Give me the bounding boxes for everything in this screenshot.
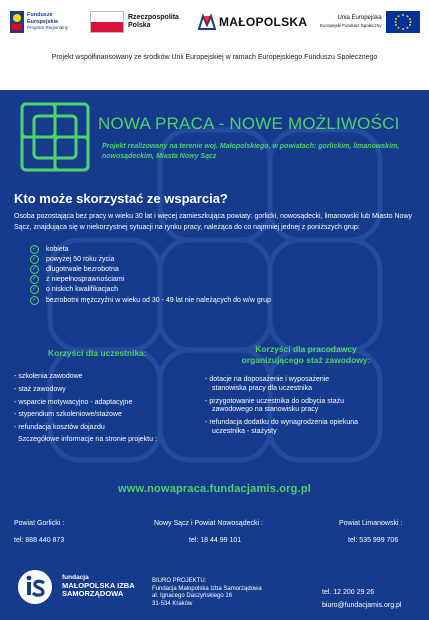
project-office (152, 578, 262, 608)
unia-europejska-logo (320, 8, 420, 36)
list-item (30, 275, 271, 285)
office-email[interactable]: biuro@fundacjamis.org.pl (322, 602, 402, 609)
benefit-label: staż zawodowy (18, 385, 66, 393)
criterion-label: o niskich kwalifikacjach (46, 286, 118, 294)
ue-line1: Unia Europejska (337, 15, 382, 21)
org-line3: SAMORZĄDOWA (62, 589, 124, 598)
participant-benefits-heading: Korzyści dla uczestnika: (48, 348, 147, 358)
office-line2: Fundacja Małopolska Izba Samorządowa (152, 585, 262, 592)
fe-line2: Europejskie (27, 18, 59, 25)
limanowa-phone[interactable]: tel: 535 999 706 (348, 537, 399, 544)
benefit-label: przygotowanie uczestnika do odbycia stażu (209, 397, 344, 405)
benefit-label-cont: uczestnika - stażysty (212, 427, 277, 435)
list-item: - stypendium szkoleniowe/stażowe (14, 411, 122, 419)
office-phone[interactable]: tel. 12 200 29 26 (322, 589, 375, 596)
list-item (30, 254, 271, 264)
office-line3: al. Ignacego Daszyńskiego 16 (152, 593, 233, 599)
participant-benefits-list (14, 373, 132, 437)
footer-contact (322, 586, 401, 612)
malopolska-text: MAŁOPOLSKA (219, 15, 308, 29)
malopolska-mark-icon (198, 13, 216, 31)
list-item (30, 244, 271, 254)
list-item (30, 295, 271, 305)
project-area-subtitle: Projekt realizowany na terenie woj. Małopolskiego, w powiatach: gorlickim, limanowskim, nowosądeckim, Miasta Nowy Sącz (102, 143, 400, 160)
nowy-sacz-label: Nowy Sącz i Powiat Nowosądecki : (154, 520, 263, 527)
project-logo-icon (22, 104, 88, 170)
list-item: - refundacja dodatku do wynagrodzenia opiekuna uczestnika - stażysty (205, 419, 405, 437)
check-icon: ✓ (31, 276, 38, 283)
employer-benefits-list (205, 376, 405, 441)
criterion-label: długotrwale bezrobotna (46, 265, 119, 273)
list-item (30, 285, 271, 295)
polish-flag-icon (90, 11, 124, 33)
benefit-label-cont: zawodowego na stanowisku pracy (212, 406, 319, 414)
benefit-label: refundacja dodatku do wynagrodzenia opiekuna (209, 419, 359, 427)
details-label: Szczegółowe informacje na stronie projektu : (18, 436, 157, 443)
gorlice-phone[interactable]: tel: 888 440 873 (14, 537, 65, 544)
criterion-label: z niepełnosprawnościami (46, 276, 125, 284)
employer-benefits-heading (206, 344, 406, 366)
list-item: - szkolenia zawodowe (14, 373, 83, 380)
check-icon: ✓ (31, 265, 38, 272)
benefit-label: dotacje na doposażenie i wyposażenie (209, 376, 330, 383)
benefit-label: wsparcie motywacyjno - adaptacyjne (18, 398, 133, 406)
org-line2: MAŁOPOLSKA IZBA (62, 581, 135, 590)
eu-flag-icon (386, 11, 420, 33)
criterion-label: kobieta (46, 245, 69, 253)
check-icon: ✓ (31, 245, 38, 252)
fundusze-europejskie-logo (10, 8, 68, 36)
malopolska-logo (198, 8, 307, 36)
employer-heading-line1: Korzyści dla pracodawcy (255, 344, 357, 354)
organization-name (62, 574, 135, 598)
poster-panel (0, 90, 429, 560)
criterion-label: bezrobotni mężczyźni w wieku od 30 - 49 lat nie należących do w/w grup (46, 296, 271, 304)
fundacja-logo-icon (18, 570, 52, 604)
rzeczpospolita-logo (90, 8, 179, 36)
eligibility-criteria-list (30, 244, 271, 305)
eligibility-description: Osoba pozostająca bez pracy w wieku 30 lat i więcej zamieszkująca powiaty: gorlicki, nowosądecki, limanowski lub Miasto Nowy Sącz, znajdująca się w niekorzystnej sytuacji na rynku pracy, należąca do co najmniej jednej z poniższych grup: (14, 213, 413, 231)
logo-strip (0, 0, 429, 48)
footer (0, 560, 429, 620)
list-item: - dotacje na doposażenie i wyposażenie stanowiska pracy dla uczestnika (205, 376, 405, 394)
website-link[interactable]: www.nowapraca.fundacjamis.org.pl (117, 483, 312, 495)
list-item: - przygotowanie uczestnika do odbycia stażu zawodowego na stanowisku pracy (205, 398, 405, 416)
criterion-label: powyżej 50 roku życia (46, 255, 115, 263)
gorlice-label: Powiat Gorlicki : (14, 520, 65, 527)
benefit-label: szkolenia zawodowe (18, 373, 83, 380)
pl-line1: Rzeczpospolita (128, 14, 179, 21)
benefit-label-cont: stanowiska pracy dla uczestnika (212, 384, 312, 392)
benefit-label: stypendium szkoleniowe/stażowe (18, 411, 122, 419)
list-item: - staż zawodowy (14, 385, 66, 393)
cofinancing-note: Projekt współfinansowany ze środków Unii Europejskiej w ramach Europejskiego Funduszu Społecznego (51, 54, 378, 61)
office-line4: 31-534 Kraków (152, 600, 193, 607)
eligibility-heading: Kto może skorzystać ze wsparcia? (14, 191, 228, 206)
check-icon: ✓ (31, 286, 38, 293)
fe-star-icon (10, 11, 24, 33)
nowy-sacz-phone[interactable]: tel: 18 44 99 101 (189, 537, 242, 544)
org-line1: fundacja (62, 574, 89, 581)
check-icon: ✓ (31, 255, 38, 262)
pl-line2: Polska (128, 22, 151, 29)
limanowa-label: Powiat Limanowski : (339, 520, 403, 527)
employer-heading-line2: organizującego staż zawodowy: (241, 355, 371, 365)
fe-line3: Program Regionalny (27, 25, 69, 31)
list-item: - wsparcie motywacyjno - adaptacyjne (14, 398, 133, 406)
fe-line1: Fundusze (27, 12, 53, 19)
ue-line2: Europejski Fundusz Społeczny (320, 23, 382, 28)
page-title: NOWA PRACA - NOWE MOŻLIWOŚCI (98, 114, 400, 133)
check-icon: ✓ (31, 296, 38, 303)
benefit-label: refundacja kosztów dojazdu (18, 424, 105, 432)
list-item: - refundacja kosztów dojazdu (14, 424, 105, 432)
list-item (30, 264, 271, 274)
office-line1: BIURO PROJEKTU: (152, 578, 207, 584)
